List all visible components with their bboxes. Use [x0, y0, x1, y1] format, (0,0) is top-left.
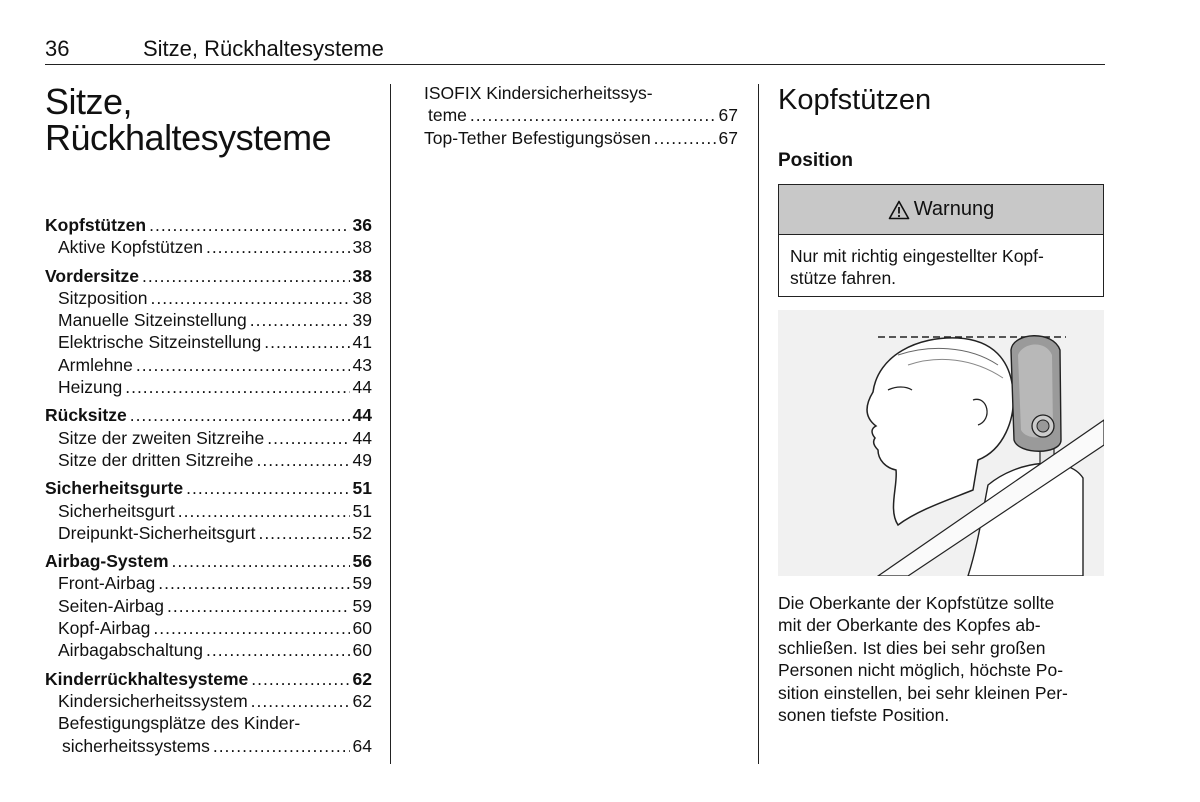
page-number: 36 [45, 36, 70, 61]
toc-entry-label: sicherheitssystems [62, 735, 210, 756]
toc-entry-page: 51 [352, 500, 372, 521]
toc-leader-dots [142, 266, 350, 287]
toc-leader-dots [251, 669, 349, 690]
toc-entry-label: Dreipunkt-Sicherheitsgurt [58, 522, 256, 543]
toc-entry [45, 377, 372, 399]
body-text-line: mit der Oberkante des Kopfes ab- [778, 615, 1041, 636]
toc-entry-label: Sicherheitsgurte [45, 478, 184, 499]
warning-triangle-icon [888, 200, 910, 220]
toc-entry-label: Kopf-Airbag [58, 618, 151, 639]
toc-entry [45, 618, 372, 640]
warning-header [779, 185, 1103, 235]
toc-entry-label: Elektrische Sitzeinstellung [58, 332, 262, 353]
toc-entry [424, 83, 738, 105]
toc-entry-label: Befestigungsplätze des Kinder- [58, 713, 301, 734]
body-text-line: sition einstellen, bei sehr kleinen Per- [778, 682, 1068, 703]
toc-entry-label: Sitzposition [58, 287, 148, 308]
chapter-title-line2: Rückhaltesysteme [45, 117, 332, 158]
toc-entry-page: 36 [352, 215, 372, 235]
toc-entry [45, 215, 372, 237]
table-of-contents-continued [424, 83, 738, 150]
toc-entry [45, 288, 372, 310]
page-header [45, 36, 1105, 65]
toc-entry-page: 41 [352, 332, 372, 353]
toc-entry-label: Top-Tether Befestigungsösen [424, 127, 651, 148]
toc-entry-label: ISOFIX Kindersicherheitssys- [424, 83, 653, 103]
toc-entry-page: 38 [352, 265, 372, 286]
toc-leader-dots [186, 478, 349, 499]
toc-entry-page: 44 [352, 405, 372, 426]
toc-entry-label: Front-Airbag [58, 573, 156, 594]
toc-entry-page: 44 [352, 377, 372, 398]
toc-entry-label: Seiten-Airbag [58, 595, 165, 616]
warning-text-line: Nur mit richtig eingestellter Kopf- [790, 246, 1044, 266]
toc-entry-label: Kindersicherheitssystem [58, 690, 248, 711]
toc-entry-page: 43 [352, 354, 372, 375]
toc-entry-page: 56 [352, 551, 372, 572]
toc-leader-dots [258, 523, 349, 544]
running-title: Sitze, Rückhaltesysteme [143, 36, 384, 61]
body-text-line: Die Oberkante der Kopfstütze sollte [778, 593, 1055, 613]
subheading: Position [778, 150, 853, 171]
toc-entry-label: teme [428, 105, 467, 126]
toc-entry-label: Vordersitze [45, 265, 140, 286]
toc-leader-dots [206, 237, 350, 258]
toc-leader-dots [167, 596, 349, 617]
toc-entry-page: 51 [352, 478, 372, 499]
toc-entry-page: 39 [352, 310, 372, 331]
toc-leader-dots [470, 105, 716, 126]
toc-entry [45, 405, 372, 427]
toc-entry-page: 44 [352, 427, 372, 448]
toc-entry [424, 128, 738, 150]
toc-entry [45, 478, 372, 500]
warning-box [778, 184, 1104, 297]
toc-entry-page: 60 [352, 640, 372, 661]
body-paragraph [778, 592, 1108, 726]
toc-leader-dots [251, 691, 350, 712]
toc-leader-dots [149, 215, 349, 236]
toc-entry-page: 59 [352, 595, 372, 616]
toc-entry-page: 59 [352, 573, 372, 594]
toc-entry [45, 355, 372, 377]
toc-leader-dots [257, 450, 350, 471]
toc-entry [45, 736, 372, 758]
toc-leader-dots [264, 332, 349, 353]
body-text-line: sonen tiefste Position. [778, 705, 950, 726]
toc-leader-dots [125, 377, 349, 398]
headrest-illustration [778, 310, 1104, 576]
toc-entry [45, 332, 372, 354]
toc-leader-dots [136, 355, 350, 376]
toc-entry [45, 640, 372, 662]
toc-entry-page: 60 [352, 618, 372, 639]
warning-text [779, 235, 1103, 299]
toc-entry [45, 266, 372, 288]
toc-entry-label: Sicherheitsgurt [58, 500, 175, 521]
toc-leader-dots [151, 288, 350, 309]
toc-entry [45, 450, 372, 472]
toc-entry-page: 62 [352, 690, 372, 711]
toc-entry [45, 501, 372, 523]
toc-entry-page: 52 [352, 522, 372, 543]
toc-entry-label: Airbagabschaltung [58, 640, 203, 661]
toc-entry [45, 596, 372, 618]
column-divider [758, 84, 759, 764]
toc-entry-page: 67 [718, 105, 738, 126]
toc-entry [45, 573, 372, 595]
toc-leader-dots [130, 405, 350, 426]
warning-label: Warnung [913, 198, 995, 220]
headrest-position-figure [778, 310, 1104, 576]
toc-entry [45, 237, 372, 259]
toc-leader-dots [178, 501, 350, 522]
toc-entry-label: Kinderrückhaltesysteme [45, 668, 249, 689]
warning-text-line: stütze fahren. [790, 268, 897, 288]
body-text-line: Personen nicht möglich, höchste Po- [778, 660, 1064, 681]
toc-leader-dots [206, 640, 350, 661]
toc-entry-label: Armlehne [58, 354, 133, 375]
column-divider [390, 84, 391, 764]
toc-entry [45, 428, 372, 450]
toc-entry-label: Aktive Kopfstützen [58, 237, 203, 258]
toc-leader-dots [172, 551, 350, 572]
toc-entry-label: Sitze der dritten Sitzreihe [58, 449, 254, 470]
toc-entry [45, 713, 372, 735]
toc-entry-label: Kopfstützen [45, 215, 147, 235]
toc-entry [45, 523, 372, 545]
table-of-contents [45, 215, 372, 758]
toc-leader-dots [153, 618, 349, 639]
toc-leader-dots [250, 310, 350, 331]
toc-entry-label: Rücksitze [45, 405, 127, 426]
body-text-line: schließen. Ist dies bei sehr großen [778, 637, 1046, 658]
chapter-title-line1: Sitze, [45, 81, 133, 122]
toc-entry-page: 38 [352, 237, 372, 258]
toc-entry-page: 49 [352, 449, 372, 470]
chapter-title [45, 81, 332, 158]
toc-leader-dots [213, 736, 350, 757]
toc-entry [45, 310, 372, 332]
toc-entry-label: Manuelle Sitzeinstellung [58, 310, 247, 331]
section-title: Kopfstützen [778, 84, 932, 116]
toc-entry-page: 67 [718, 127, 738, 148]
toc-entry [45, 551, 372, 573]
toc-entry-label: Airbag-System [45, 551, 169, 572]
toc-entry [45, 669, 372, 691]
toc-entry-label: Sitze der zweiten Sitzreihe [58, 427, 265, 448]
toc-leader-dots [158, 573, 349, 594]
toc-entry [45, 691, 372, 713]
toc-leader-dots [654, 128, 716, 149]
toc-entry-page: 62 [352, 668, 372, 689]
toc-entry-page: 64 [352, 735, 372, 756]
toc-entry-label: Heizung [58, 377, 123, 398]
toc-entry [424, 105, 738, 127]
toc-leader-dots [267, 428, 349, 449]
toc-entry-page: 38 [352, 287, 372, 308]
